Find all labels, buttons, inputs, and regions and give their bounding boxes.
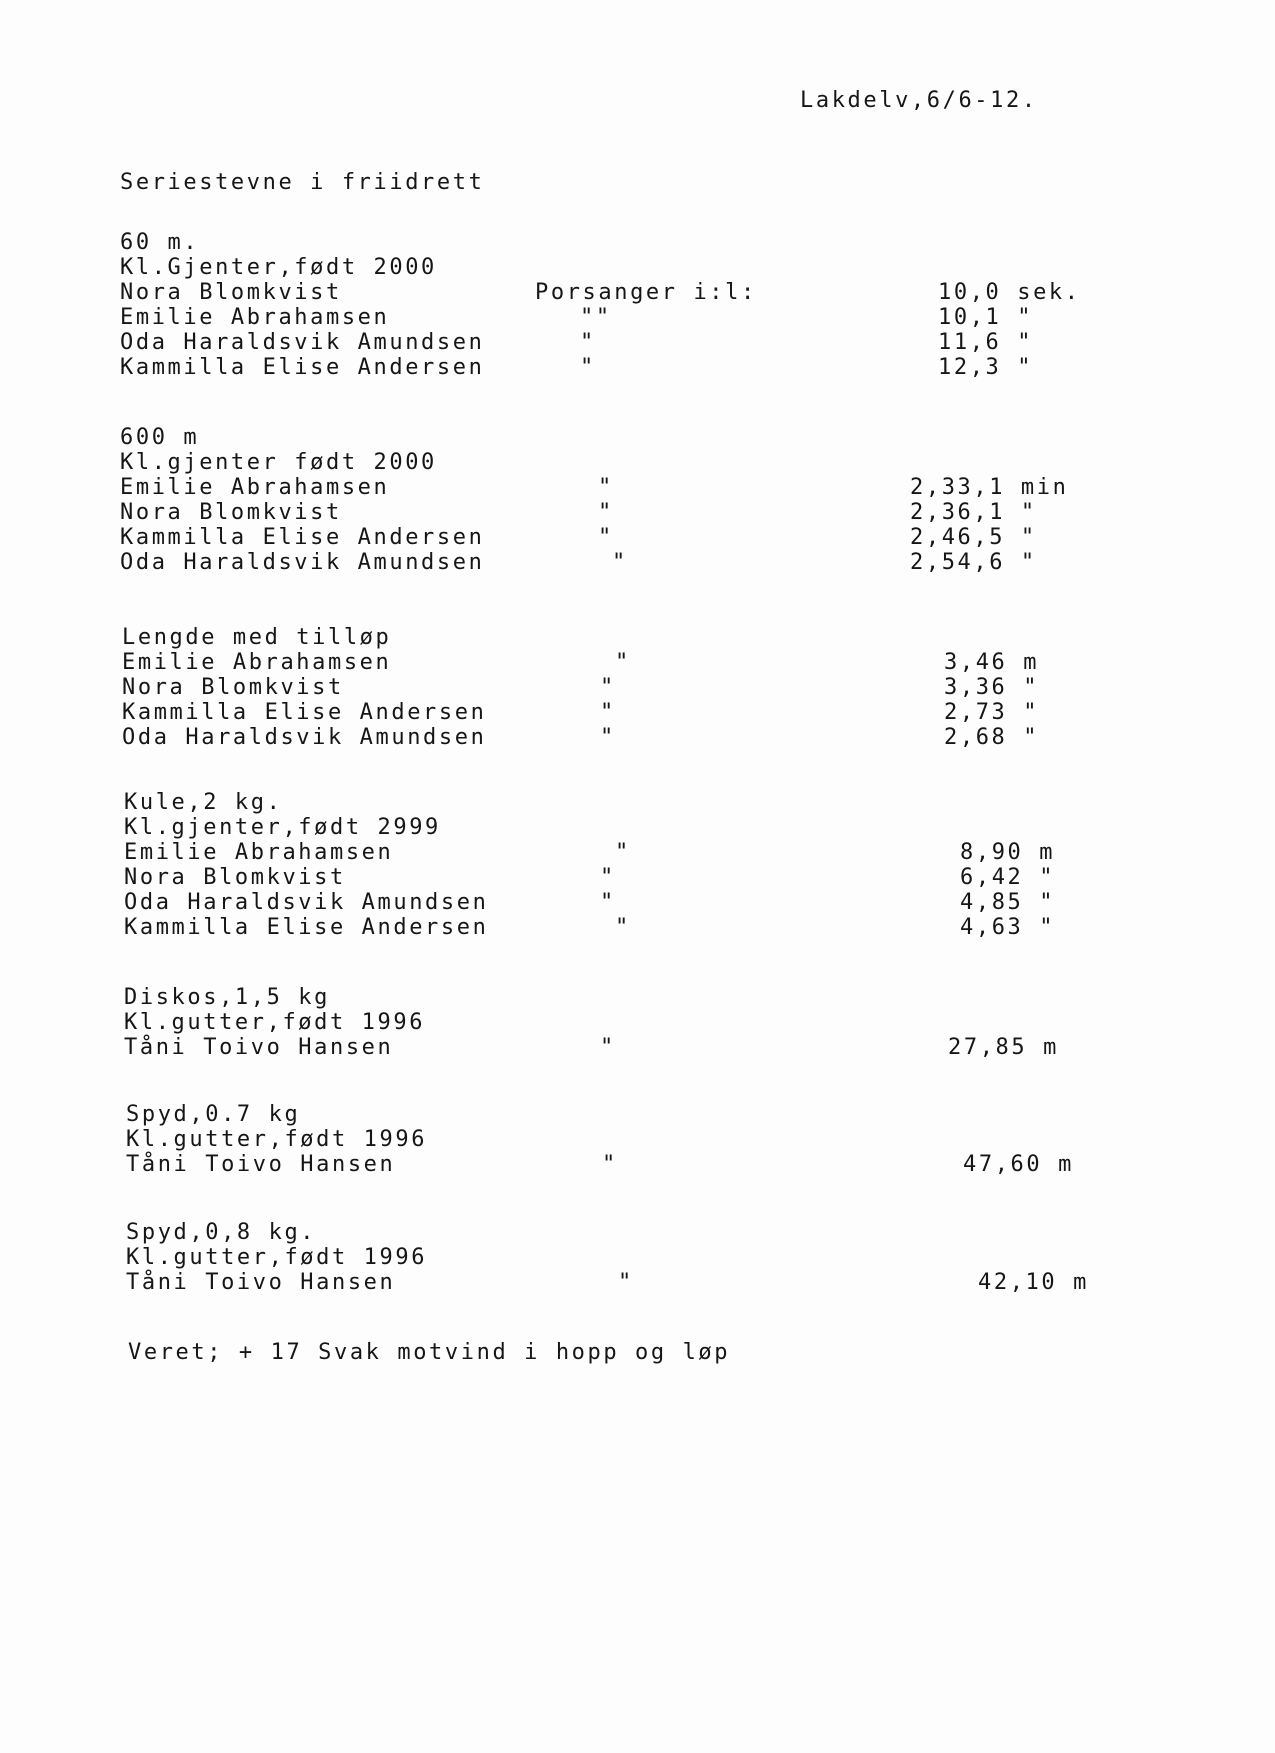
event-class: Kl.gutter,født 1996 [126, 1127, 428, 1152]
event-name: Spyd,0.7 kg [126, 1102, 301, 1127]
event-class: Kl.Gjenter,født 2000 [120, 255, 437, 280]
club-ditto: " [598, 525, 614, 550]
result-value: 4,85 " [960, 890, 1056, 915]
result-value: 2,68 " [944, 725, 1040, 750]
result-value: 8,90 m [960, 840, 1056, 865]
result-value: 10,1 " [938, 305, 1034, 330]
club-ditto: " [615, 840, 631, 865]
athlete-name: Kammilla Elise Andersen [120, 525, 485, 550]
club-ditto: " [600, 725, 616, 750]
result-value: 2,33,1 min [910, 475, 1069, 500]
athlete-name: Emilie Abrahamsen [124, 840, 394, 865]
club-ditto: " [600, 1035, 616, 1060]
athlete-name: Kammilla Elise Andersen [120, 355, 485, 380]
athlete-name: Nora Blomkvist [124, 865, 346, 890]
event-class: Kl.gutter,født 1996 [126, 1245, 428, 1270]
club-ditto: " [600, 700, 616, 725]
athlete-name: Emilie Abrahamsen [120, 305, 390, 330]
dateline: Lakdelv,6/6-12. [800, 88, 1038, 113]
event-name: 600 m [120, 425, 200, 450]
result-value: 47,60 m [963, 1152, 1074, 1177]
event-name: Spyd,0,8 kg. [126, 1220, 317, 1245]
athlete-name: Nora Blomkvist [120, 500, 342, 525]
result-value: 12,3 " [938, 355, 1034, 380]
result-value: 2,54,6 " [910, 550, 1037, 575]
result-value: 10,0 sek. [938, 280, 1081, 305]
event-name: Lengde med tilløp [122, 625, 392, 650]
athlete-name: Oda Haraldsvik Amundsen [124, 890, 489, 915]
club-ditto: " [600, 865, 616, 890]
athlete-name: Emilie Abrahamsen [120, 475, 390, 500]
athlete-name: Oda Haraldsvik Amundsen [120, 330, 485, 355]
club-ditto: " [615, 650, 631, 675]
result-value: 27,85 m [948, 1035, 1059, 1060]
athlete-name: Tåni Toivo Hansen [126, 1152, 396, 1177]
result-value: 4,63 " [960, 915, 1056, 940]
athlete-name: Tåni Toivo Hansen [124, 1035, 394, 1060]
club-ditto: " [612, 550, 628, 575]
club-ditto: " [600, 890, 616, 915]
athlete-name: Oda Haraldsvik Amundsen [120, 550, 485, 575]
club-ditto: " [598, 475, 614, 500]
athlete-name: Kammilla Elise Andersen [122, 700, 487, 725]
weather-note: Veret; + 17 Svak motvind i hopp og løp [128, 1340, 731, 1365]
club-ditto: " [618, 1270, 634, 1295]
club-ditto: " [598, 500, 614, 525]
result-value: 11,6 " [938, 330, 1034, 355]
result-value: 2,46,5 " [910, 525, 1037, 550]
athlete-name: Tåni Toivo Hansen [126, 1270, 396, 1295]
event-class: Kl.gjenter,født 2999 [124, 815, 441, 840]
club-ditto: " [602, 1152, 618, 1177]
event-name: Diskos,1,5 kg [124, 985, 330, 1010]
result-value: 3,46 m [944, 650, 1040, 675]
club-ditto: " [580, 330, 596, 355]
event-class: Kl.gjenter født 2000 [120, 450, 437, 475]
athlete-name: Emilie Abrahamsen [122, 650, 392, 675]
club-ditto: "" [580, 305, 612, 330]
athlete-name: Nora Blomkvist [120, 280, 342, 305]
document-title: Seriestevne i friidrett [120, 170, 485, 195]
result-value: 6,42 " [960, 865, 1056, 890]
result-value: 2,36,1 " [910, 500, 1037, 525]
event-name: 60 m. [120, 230, 200, 255]
event-class: Kl.gutter,født 1996 [124, 1010, 426, 1035]
club-ditto: " [580, 355, 596, 380]
result-value: 2,73 " [944, 700, 1040, 725]
athlete-name: Kammilla Elise Andersen [124, 915, 489, 940]
club-ditto: " [615, 915, 631, 940]
athlete-name: Nora Blomkvist [122, 675, 344, 700]
result-value: 42,10 m [978, 1270, 1089, 1295]
event-name: Kule,2 kg. [124, 790, 283, 815]
club-ditto: " [600, 675, 616, 700]
athlete-name: Oda Haraldsvik Amundsen [122, 725, 487, 750]
result-value: 3,36 " [944, 675, 1040, 700]
club-name: Porsanger i:l: [535, 280, 757, 305]
